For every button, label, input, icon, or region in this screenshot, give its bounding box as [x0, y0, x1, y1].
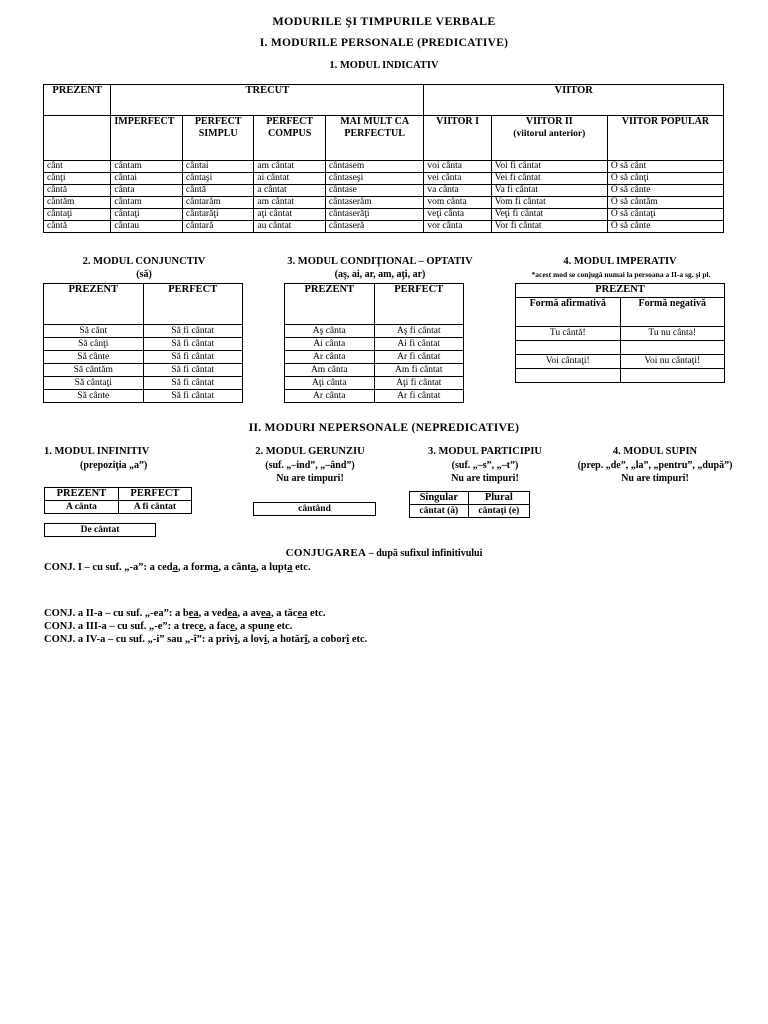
imperativ-cell: Voi cântaţi! [516, 355, 621, 369]
conditional-row [285, 351, 464, 364]
imperativ-note: *acest mod se conjugă numai la persoana a II-a sg. şi pl. [531, 270, 711, 279]
conjugare-line-3 [44, 621, 292, 632]
imperfect-header: IMPERFECT [111, 116, 183, 161]
conditional-title: 3. MODUL CONDIŢIONAL – OPTATIV [287, 256, 473, 267]
indicativ-cell: cântasem [325, 161, 423, 173]
gerunziu-title: 2. MODUL GERUNZIU [255, 446, 365, 457]
indicativ-cell: cântai [182, 161, 254, 173]
conditional-cell: Am cânta [285, 364, 375, 377]
participiu-table [409, 491, 530, 518]
perfect-simplu-header: PERFECT SIMPLU [182, 116, 254, 161]
indicativ-cell: cânta [111, 185, 183, 197]
indicativ-row [44, 209, 724, 221]
infinitiv-subtitle: (prepoziţia „a”) [80, 460, 148, 471]
indicativ-cell: Voi fi cântat [491, 161, 607, 173]
conj-2-text: etc. [307, 608, 326, 619]
imperativ-cell [516, 341, 621, 355]
imperativ-cell [516, 369, 621, 383]
forma-afirmativa-header: Formă afirmativă [516, 298, 621, 327]
conj-1-text: etc. [292, 562, 311, 573]
conditional-row [285, 390, 464, 403]
forma-negativa-header: Formă negativă [620, 298, 725, 327]
conditional-cell: Ar fi cântat [374, 390, 463, 403]
supin-note: Nu are timpuri! [621, 473, 689, 484]
indicativ-rows [44, 161, 724, 233]
conj-4-text: , a cobor [307, 634, 347, 645]
indicativ-cell: cântă [182, 185, 254, 197]
indicativ-cell: cântaserăţi [325, 209, 423, 221]
viitor-2-header [491, 116, 607, 161]
conj-1-suffix: a [172, 562, 178, 573]
participiu-title: 3. MODUL PARTICIPIU [427, 446, 543, 457]
trecut-header: TRECUT [111, 85, 424, 116]
conditional-row [285, 325, 464, 338]
indicativ-cell: vom cânta [424, 197, 491, 209]
imperativ-cell: Tu nu cânta! [620, 327, 725, 341]
conjugare-line-2 [44, 608, 325, 619]
conjunctiv-table [43, 283, 243, 403]
indicativ-cell: cântaţi [44, 209, 111, 221]
conjunctiv-prezent-header: PREZENT [44, 284, 144, 325]
conjunctiv-cell: Să fi cântat [143, 364, 242, 377]
viitor-2-note: (viitorul anterior) [513, 129, 586, 139]
indicativ-cell: cântaşi [182, 173, 254, 185]
infinitiv-extra-value: De cântat [45, 524, 156, 537]
indicativ-cell: Vei fi cântat [491, 173, 607, 185]
conjunctiv-cell: Să cântăm [44, 364, 144, 377]
indicativ-cell: O să cânte [607, 221, 723, 233]
indicativ-cell: Va fi cântat [491, 185, 607, 197]
indicativ-row [44, 161, 724, 173]
conjunctiv-cell: Să fi cântat [143, 325, 242, 338]
viitor-header: VIITOR [424, 85, 724, 116]
conj-4-suffix: i [264, 634, 267, 645]
conj-4-text: , a hotăr [266, 634, 305, 645]
indicativ-cell: cântai [111, 173, 183, 185]
indicativ-cell: vor cânta [424, 221, 491, 233]
indicativ-cell: cânt [44, 161, 111, 173]
conditional-cell: Ai fi cântat [374, 338, 463, 351]
viitor-popular-header: VIITOR POPULAR [607, 116, 723, 161]
indicativ-cell: O să cântăm [607, 197, 723, 209]
conj-2-text: , a av [237, 608, 262, 619]
conj-4-text: , a lov [237, 634, 265, 645]
conditional-cell: Ar fi cântat [374, 351, 463, 364]
conditional-row [285, 338, 464, 351]
conditional-perfect-header: PERFECT [374, 284, 463, 325]
gerunziu-table [253, 502, 376, 516]
indicativ-table [43, 84, 724, 233]
conjugare-line-1 [44, 562, 311, 573]
indicativ-cell: Veţi fi cântat [491, 209, 607, 221]
gerunziu-note: Nu are timpuri! [276, 473, 344, 484]
infinitiv-table [44, 487, 192, 514]
conjunctiv-row [44, 351, 243, 364]
conj-2-suffix: ea [261, 608, 271, 619]
indicativ-row [44, 221, 724, 233]
conj-3-text: CONJ. a III-a – cu suf. „-e”: a trec [44, 621, 199, 632]
conj-2-suffix: ea [227, 608, 238, 619]
conjunctiv-title: 2. MODUL CONJUNCTIV [82, 256, 206, 267]
indicativ-cell: ai cântat [254, 173, 326, 185]
indicativ-cell: cântară [182, 221, 254, 233]
infinitiv-perfect-value: A fi cântat [118, 501, 191, 514]
conditional-row [285, 377, 464, 390]
conj-1-suffix: a [287, 562, 293, 573]
indicativ-cell: O să cânte [607, 185, 723, 197]
empty-header-cell [44, 116, 111, 161]
conditional-cell: Ai cânta [285, 338, 375, 351]
indicativ-cell: Vom fi cântat [491, 197, 607, 209]
indicativ-cell: cântau [111, 221, 183, 233]
infinitiv-title: 1. MODUL INFINITIV [44, 446, 150, 457]
conjunctiv-row [44, 390, 243, 403]
conj-3-suffix: e [269, 621, 275, 632]
conjunctiv-cell: Să cânte [44, 390, 144, 403]
conjunctiv-cell: Să fi cântat [143, 351, 242, 364]
infinitiv-prezent-header: PREZENT [45, 488, 119, 501]
section-1-title: I. MODURILE PERSONALE (PREDICATIVE) [259, 37, 509, 49]
indicativ-cell: va cânta [424, 185, 491, 197]
indicativ-row [44, 173, 724, 185]
conj-3-suffix: e [198, 621, 204, 632]
participiu-singular-header: Singular [410, 492, 469, 505]
conditional-subtitle: (aş, ai, ar, am, aţi, ar) [334, 269, 426, 280]
imperativ-cell [620, 369, 725, 383]
conditional-prezent-header: PREZENT [285, 284, 375, 325]
indicativ-cell: cântam [111, 197, 183, 209]
indicativ-cell: aţi cântat [254, 209, 326, 221]
conj-4-suffix: i [234, 634, 238, 645]
conjunctiv-cell: Să cânte [44, 351, 144, 364]
conj-3-suffix: e [230, 621, 235, 632]
conditional-cell: Aş cânta [285, 325, 375, 338]
conj-2-text: , a ved [198, 608, 228, 619]
imperativ-row [516, 341, 725, 355]
indicativ-cell: cântăm [44, 197, 111, 209]
viitor-1-header: VIITOR I [424, 116, 491, 161]
indicativ-cell: O să cânt [607, 161, 723, 173]
indicativ-cell: cântaserăm [325, 197, 423, 209]
conjunctiv-row [44, 364, 243, 377]
conj-1-text: CONJ. I – cu suf. „-a”: a ced [44, 562, 173, 573]
conditional-cell: Aţi cânta [285, 377, 375, 390]
indicativ-row [44, 185, 724, 197]
indicativ-cell: O să cânţi [607, 173, 723, 185]
indicativ-cell: cântarăm [182, 197, 254, 209]
participiu-plural-header: Plural [468, 492, 529, 505]
conj-2-text: CONJ. a II-a – cu suf. „-ea”: a b [44, 608, 189, 619]
conjunctiv-row [44, 338, 243, 351]
conjunctiv-perfect-header: PERFECT [143, 284, 242, 325]
indicativ-cell: Vor fi cântat [491, 221, 607, 233]
indicativ-cell: O să cântaţi [607, 209, 723, 221]
imperativ-cell [620, 341, 725, 355]
indicativ-cell: cântam [111, 161, 183, 173]
indicativ-cell: am cântat [254, 161, 326, 173]
perfect-compus-header: PERFECT COMPUS [254, 116, 326, 161]
indicativ-cell: cântarăţi [182, 209, 254, 221]
indicativ-title: 1. MODUL INDICATIV [329, 60, 439, 71]
indicativ-cell: vei cânta [424, 173, 491, 185]
conjunctiv-cell: Să fi cântat [143, 377, 242, 390]
conjugare-title-rest: – după sufixul infinitivului [366, 548, 483, 559]
conj-1-text: , a cânt [218, 562, 251, 573]
conj-1-text: , a form [177, 562, 214, 573]
conditional-cell: Aţi fi cântat [374, 377, 463, 390]
conditional-cell: Ar cânta [285, 390, 375, 403]
conditional-row [285, 364, 464, 377]
gerunziu-subtitle: (suf. „–ind”, „–ând”) [265, 460, 355, 471]
conditional-cell: Aş fi cântat [374, 325, 463, 338]
conjunctiv-cell: Să cânţi [44, 338, 144, 351]
imperativ-rows [516, 327, 725, 383]
conditional-cell: Ar cânta [285, 351, 375, 364]
conj-2-text: , a tăc [270, 608, 298, 619]
conjugare-heading [0, 547, 768, 559]
conditional-rows [285, 325, 464, 403]
page-title: MODURILE ŞI TIMPURILE VERBALE [272, 14, 496, 28]
indicativ-cell: veţi cânta [424, 209, 491, 221]
prezent-header: PREZENT [44, 85, 111, 116]
indicativ-cell: cântaseră [325, 221, 423, 233]
conditional-table [284, 283, 464, 403]
conj-4-text: etc. [349, 634, 368, 645]
conjugare-line-4 [44, 634, 367, 645]
supin-title: 4. MODUL SUPIN [612, 446, 698, 457]
imperativ-title: 4. MODUL IMPERATIV [563, 256, 677, 267]
imperativ-row [516, 327, 725, 341]
supin-subtitle: (prep. „de”, „la”, „pentru”, „după”) [577, 460, 733, 471]
conjunctiv-cell: Să fi cântat [143, 338, 242, 351]
conj-4-text: CONJ. a IV-a – cu suf. „-i” sau „-î”: a priv [44, 634, 235, 645]
participiu-subtitle: (suf. „–s”, „–t”) [451, 460, 519, 471]
conjunctiv-cell: Să cânt [44, 325, 144, 338]
indicativ-cell: au cântat [254, 221, 326, 233]
participiu-singular-value: cântat (ă) [410, 505, 469, 518]
infinitiv-perfect-header: PERFECT [118, 488, 191, 501]
conj-3-text: , a fac [203, 621, 231, 632]
conjunctiv-subtitle: (să) [136, 269, 152, 280]
indicativ-cell: cântă [44, 185, 111, 197]
imperativ-table [515, 283, 725, 383]
imperativ-cell: Tu cântă! [516, 327, 621, 341]
conj-3-text: , a spun [234, 621, 270, 632]
indicativ-cell: cântase [325, 185, 423, 197]
conjunctiv-cell: Să cântaţi [44, 377, 144, 390]
indicativ-cell: cânţi [44, 173, 111, 185]
mai-mult-ca-perfectul-header: MAI MULT CA PERFECTUL [325, 116, 423, 161]
indicativ-cell: am cântat [254, 197, 326, 209]
indicativ-cell: voi cânta [424, 161, 491, 173]
conj-1-text: , a lupt [256, 562, 288, 573]
conj-2-suffix: ea [188, 608, 199, 619]
infinitiv-prezent-value: A cânta [45, 501, 119, 514]
conj-2-suffix: ea [297, 608, 308, 619]
imperativ-prezent-header: PREZENT [516, 284, 725, 298]
section-2-title: II. MODURI NEPERSONALE (NEPREDICATIVE) [248, 422, 520, 434]
conjugare-title: CONJUGAREA [285, 547, 367, 559]
imperativ-cell: Voi nu cântaţi! [620, 355, 725, 369]
participiu-plural-value: cântaţi (e) [468, 505, 529, 518]
infinitiv-extra-table [44, 523, 156, 537]
conjunctiv-cell: Să fi cântat [143, 390, 242, 403]
indicativ-cell: cântaţi [111, 209, 183, 221]
conditional-cell: Am fi cântat [374, 364, 463, 377]
imperativ-row [516, 369, 725, 383]
participiu-note: Nu are timpuri! [451, 473, 519, 484]
indicativ-cell: a cântat [254, 185, 326, 197]
indicativ-row [44, 197, 724, 209]
indicativ-cell: cântă [44, 221, 111, 233]
conj-4-suffix: î [304, 634, 308, 645]
viitor-2-label: VIITOR II [525, 116, 573, 127]
conjunctiv-row [44, 377, 243, 390]
conj-3-text: etc. [274, 621, 293, 632]
conjunctiv-row [44, 325, 243, 338]
conj-1-suffix: a [250, 562, 257, 573]
conj-1-suffix: a [213, 562, 219, 573]
indicativ-cell: cântaseşi [325, 173, 423, 185]
imperativ-row [516, 355, 725, 369]
gerunziu-value: cântând [254, 503, 376, 516]
conj-4-suffix: î [346, 634, 350, 645]
conjunctiv-rows [44, 325, 243, 403]
